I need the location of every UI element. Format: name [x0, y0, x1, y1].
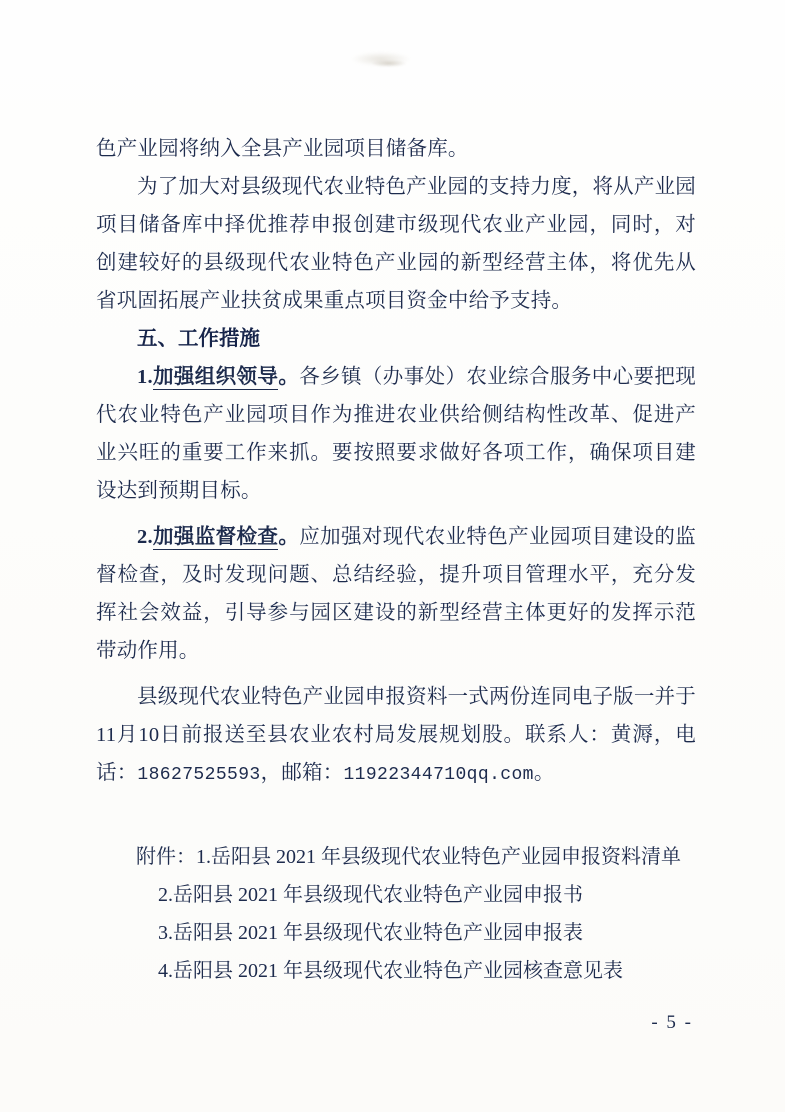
section-heading-work-measures: 五、工作措施: [137, 328, 260, 350]
spacer-2: [96, 670, 696, 678]
paragraph-continued: 色产业园将纳入全县产业园项目储备库。: [96, 138, 469, 160]
attachment-line-1: [96, 838, 696, 876]
measure-item-1: [96, 358, 696, 510]
email-address: 11922344710qq.com: [343, 765, 534, 785]
measure-1-title: 加强组织领导: [152, 366, 279, 388]
measure-2-number: 2.: [137, 526, 153, 548]
attachments-block: [96, 838, 696, 990]
attachment-line-3: 3.岳阳县 2021 年县级现代农业特色产业园申报表: [158, 922, 583, 944]
submission-instruction-text: 县级现代农业特色产业园申报资料一式两份连同电子版一并于11月10日前报送至县农业农村局发展规划股。联系人：黄溽，: [96, 686, 696, 746]
phone-label: 电话：: [96, 724, 696, 784]
phone-number: 18627525593: [137, 765, 261, 785]
attachment-item-1: 1.岳阳县 2021 年县级现代农业特色产业园申报资料清单: [196, 846, 681, 868]
spacer: [96, 510, 696, 518]
measure-item-2: [96, 518, 696, 670]
measure-2-title-punct: 。: [278, 526, 300, 548]
measure-1-number: 1.: [137, 366, 153, 388]
email-label: 邮箱：: [281, 762, 344, 784]
attachment-line-4: 4.岳阳县 2021 年县级现代农业特色产业园核查意见表: [158, 960, 623, 982]
scan-smudge-mark-secondary: [372, 60, 406, 67]
paragraph-submission-contact: [96, 678, 696, 794]
measure-2-body: 应加强对现代农业特色产业园项目建设的监督检查，及时发现问题、总结经验，提升项目管理水平，充分发挥社会效益，引导参与园区建设的新型经营主体更好的发挥示范带动作用。: [96, 526, 696, 662]
attachments-label: 附件：: [136, 846, 196, 868]
measure-1-body: 各乡镇（办事处）农业综合服务中心要把现代农业特色产业园项目作为推进农业供给侧结构性改革、促进产业兴旺的重要工作来抓。要按照要求做好各项工作，确保项目建设达到预期目标。: [96, 366, 696, 502]
measure-2-title: 加强监督检查: [152, 526, 279, 548]
measure-1-title-punct: 。: [278, 366, 300, 388]
page-number: - 5 -: [651, 1012, 693, 1033]
document-body: [96, 130, 696, 990]
contact-end-punct: 。: [533, 762, 555, 784]
paragraph-support-policy: 为了加大对县级现代农业特色产业园的支持力度，将从产业园项目储备库中择优推荐申报创建市级现代农业产业园，同时，对创建较好的县级现代农业特色产业园的新型经营主体，将优先从省巩固拓展产业扶贫成果重点项目资金中给予支持。: [96, 176, 696, 312]
attachment-line-2: 2.岳阳县 2021 年县级现代农业特色产业园申报书: [158, 884, 583, 906]
contact-separator: ，: [260, 762, 282, 784]
